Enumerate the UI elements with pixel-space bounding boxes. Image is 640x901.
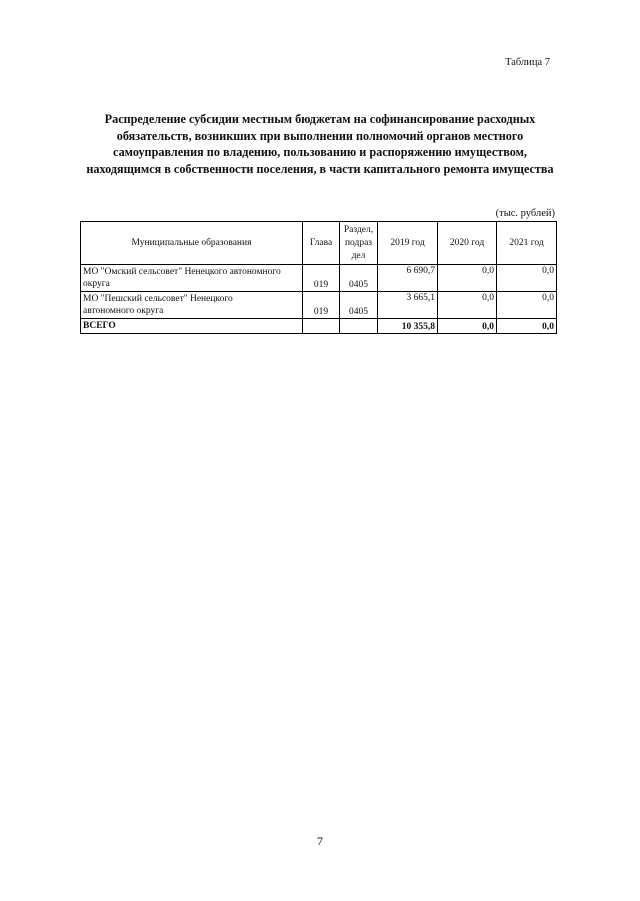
- page-number: 7: [317, 834, 323, 848]
- title-line: обязательств, возникших при выполнении полномочий органов местного: [116, 128, 524, 143]
- row-municipality-name: [81, 265, 303, 292]
- header-2020: 2020 год: [438, 222, 497, 265]
- row-section: 0405: [340, 265, 378, 292]
- row-municipality-name: [81, 292, 303, 319]
- name-line: округа: [83, 279, 110, 289]
- row-2021-value: 0,0: [497, 292, 557, 319]
- row-chapter: 019: [303, 265, 340, 292]
- header-2019: 2019 год: [378, 222, 438, 265]
- header-section: [340, 222, 378, 265]
- header-chapter: Глава: [303, 222, 340, 265]
- total-chapter-empty: [303, 319, 340, 334]
- name-line: МО "Пешский сельсовет" Ненецкого: [83, 294, 233, 304]
- table-number-label: Таблица 7: [505, 57, 550, 68]
- table-row: [81, 265, 557, 292]
- document-title: [60, 111, 580, 177]
- table-header-row: [81, 222, 557, 265]
- total-section-empty: [340, 319, 378, 334]
- row-2020-value: 0,0: [438, 265, 497, 292]
- total-row: [81, 319, 557, 334]
- title-line: находящимся в собственности поселения, в части капитального ремонта имущества: [86, 161, 554, 176]
- units-label: (тыс. рублей): [495, 208, 555, 219]
- total-2021-value: 0,0: [497, 319, 557, 334]
- header-municipality: Муниципальные образования: [81, 222, 303, 265]
- row-2019-value: 3 665,1: [378, 292, 438, 319]
- title-line: Распределение субсидии местным бюджетам на софинансирование расходных: [104, 112, 536, 126]
- subsidy-table: [80, 221, 557, 334]
- header-2021: 2021 год: [497, 222, 557, 265]
- row-2019-value: 6 690,7: [378, 265, 438, 292]
- header-section-line: подраз: [344, 237, 373, 248]
- total-2020-value: 0,0: [438, 319, 497, 334]
- row-2020-value: 0,0: [438, 292, 497, 319]
- total-2019-value: 10 355,8: [378, 319, 438, 334]
- total-label: ВСЕГО: [81, 319, 303, 334]
- name-line: автономного округа: [83, 306, 164, 316]
- row-2021-value: 0,0: [497, 265, 557, 292]
- header-section-line: Раздел,: [343, 224, 374, 235]
- title-line: самоуправления по владению, пользованию и распоряжению имуществом,: [113, 145, 527, 159]
- row-section: 0405: [340, 292, 378, 319]
- header-section-line: дел: [351, 250, 366, 261]
- name-line: МО "Омский сельсовет" Ненецкого автономного: [83, 267, 281, 277]
- table-row: [81, 292, 557, 319]
- row-chapter: 019: [303, 292, 340, 319]
